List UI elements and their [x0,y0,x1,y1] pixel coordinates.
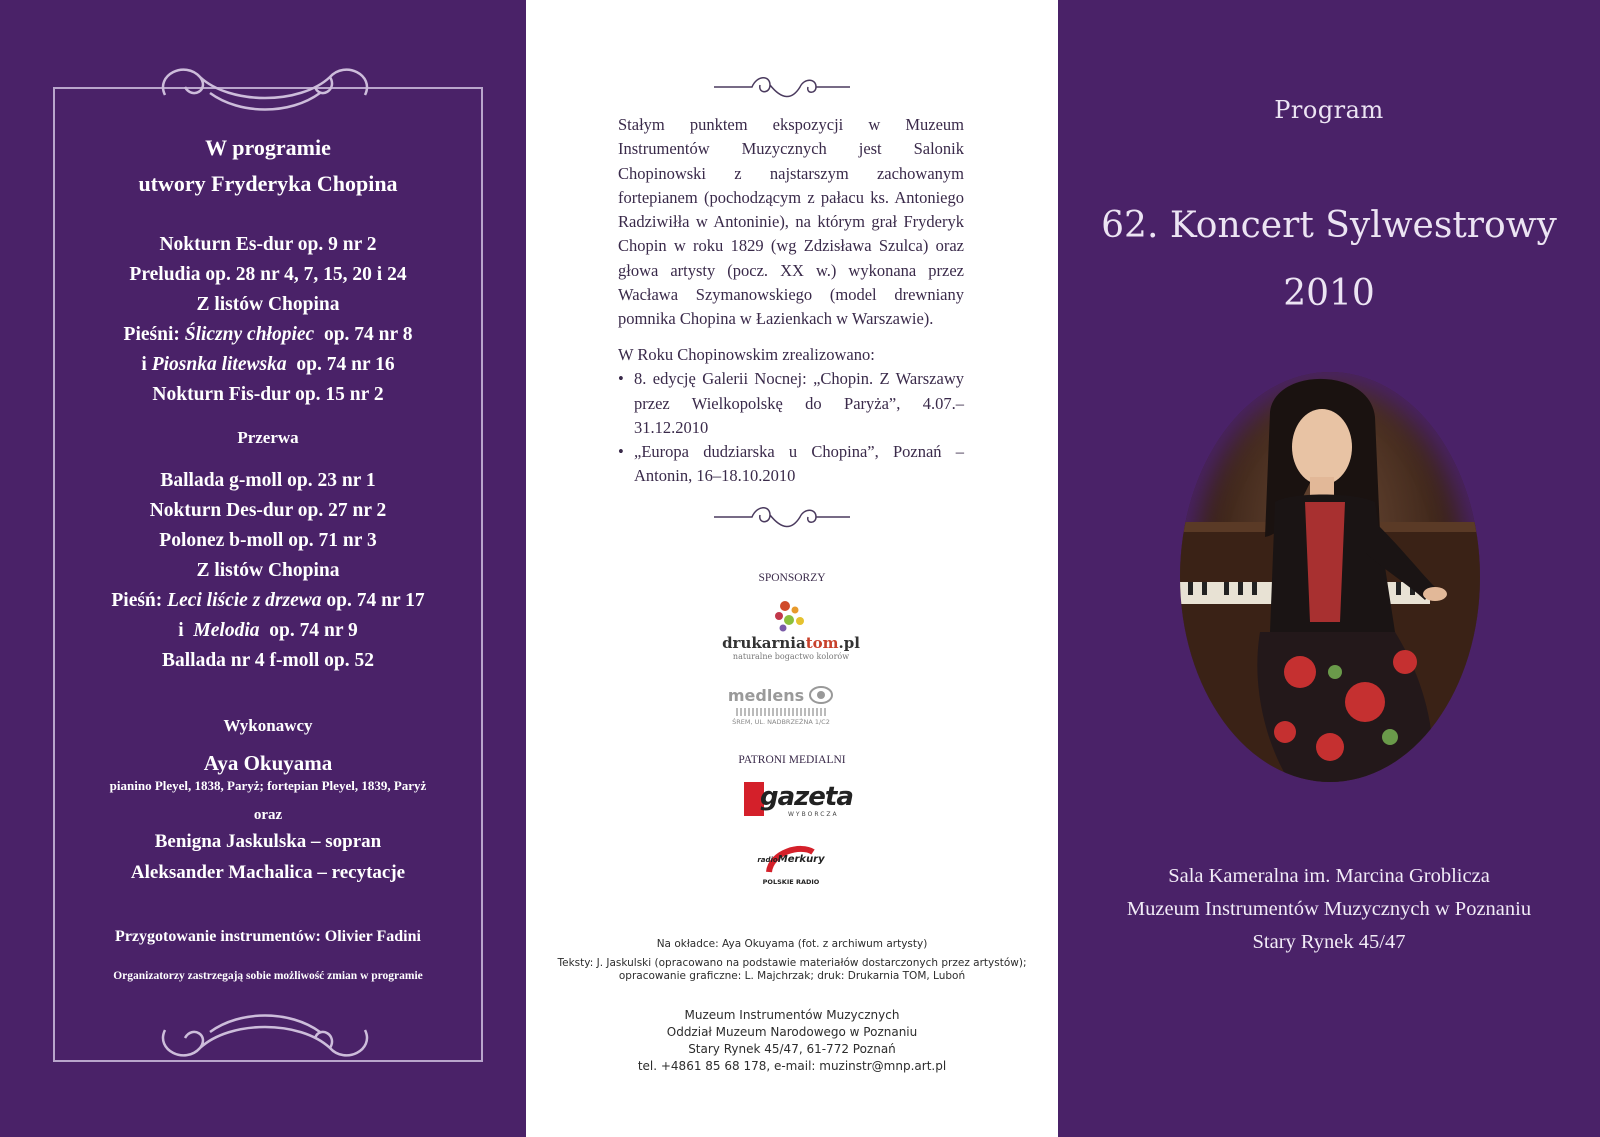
performer-photo [1180,372,1480,782]
program-item: Z listów Chopina [196,294,340,315]
concert-title: 62. Koncert Sylwestrowy 2010 [1101,205,1557,314]
guest-performer: Benigna Jaskulska – sopran [154,831,382,852]
program-item: Nokturn Es-dur op. 9 nr 2 [159,234,377,255]
medlens-logo: medlens ŚREM, UL. NADBRZEŻNA 1/C2 [726,684,836,730]
program-item: Polonez b-moll op. 71 nr 3 [159,530,377,551]
program-item: Z listów Chopina [196,560,340,581]
pianist-illustration [1180,372,1480,782]
chopin-year-section [618,343,964,489]
disclaimer: Organizatorzy zastrzegają sobie możliwość zmian w programie [113,970,423,982]
program-item: Pieśń: Leci liście z drzewa op. 74 nr 17 [111,590,425,611]
radio-merkury-logo: radioMerkury POLSKIE RADIO [746,842,836,894]
and-label: oraz [253,807,283,823]
sponsors-heading: SPONSORZY [758,572,826,584]
drukarniatom-logo: drukarniatom.pl naturalne bogactwo kolorów [716,600,866,668]
guest-performer: Aleksander Machalica – recytacje [130,862,406,883]
event-item: • „Europa dudziarska u Chopina”, Poznań – Antonin, 16–18.10.2010 [618,440,964,489]
left-panel [0,0,526,1137]
bottom-flourish [150,1000,380,1070]
eye-icon [808,684,834,706]
museum-address: Muzeum Instrumentów Muzycznych Oddział Muzeum Narodowego w Poznaniu Stary Rynek 45/47, 61-772 Poznań tel. +4861 85 68 178, e-mail: muzinstr@mnp.art.pl [637,1008,947,1073]
media-patrons-heading: PATRONI MEDIALNI [738,754,846,766]
events-list [618,367,964,488]
program-item: Preludia op. 28 nr 4, 7, 15, 20 i 24 [129,264,407,285]
cover-note: Na okładce: Aya Okuyama (fot. z archiwum artysty) [656,938,928,950]
instrument-preparation: Przygotowanie instrumentów: Olivier Fadini [115,928,421,945]
program-label: Program [1274,96,1384,124]
middle-panel [526,0,1058,1137]
program-heading: W programie utwory Fryderyka Chopina [138,135,398,196]
dots-icon [771,600,811,634]
program-item: i Melodia op. 74 nr 9 [178,620,358,641]
instruments-note: pianino Pleyel, 1838, Paryż; fortepian Pleyel, 1839, Paryż [109,778,427,793]
program-item: i Piosnka litewska op. 74 nr 16 [141,354,395,375]
intermission-label: Przerwa [237,428,299,447]
performer-name: Aya Okuyama [203,751,333,775]
performers-heading: Wykonawcy [223,716,313,735]
program-part-1 [53,230,483,410]
gazeta-logo: gazeta WYBORCZA [744,782,844,820]
program-part-2 [53,466,483,676]
chopin-year-intro: W Roku Chopinowskim zrealizowano: [618,345,875,364]
top-flourish [150,55,380,125]
program-item: Pieśni: Śliczny chłopiec op. 74 nr 8 [123,324,413,345]
right-panel [1058,0,1600,1137]
program-item: Nokturn Fis-dur op. 15 nr 2 [152,384,384,405]
program-item: Ballada nr 4 f-moll op. 52 [162,650,374,671]
divider-flourish-bottom [712,500,852,534]
program-item: Nokturn Des-dur op. 27 nr 2 [149,500,387,521]
event-item: • 8. edycję Galerii Nocnej: „Chopin. Z Warszawy przez Wielkopolskę do Paryża”, 4.07.–31.12.2010 [618,367,964,440]
museum-description: Stałym punktem ekspozycji w Muzeum Instrumentów Muzycznych jest Salonik Chopinowski z najstarszym zachowanym fortepianem (pochodzącym z pałacu ks. Antoniego Radziwiłła w Antoninie), na którym grał Fryderyk Chopin w roku 1829 (wg Zdzisława Szulca) oraz głowa artysty (pocz. XX w.) wykonana przez Wacława Szymanowskiego (model drewniany pomnika Chopina w Łazienkach w Warszawie). [618,115,964,329]
credits-note: Teksty: J. Jaskulski (opracowano na podstawie materiałów dostarczonych przez artystów); opracowanie graficzne: L. Majchrzak; druk: Drukarnia TOM, Luboń [557,957,1027,982]
venue-info: Sala Kameralna im. Marcina Groblicza Muzeum Instrumentów Muzycznych w Poznaniu Stary Rynek 45/47 [1126,865,1532,953]
program-content [53,130,483,982]
program-item: Ballada g-moll op. 23 nr 1 [160,470,376,491]
divider-flourish-top [712,70,852,104]
